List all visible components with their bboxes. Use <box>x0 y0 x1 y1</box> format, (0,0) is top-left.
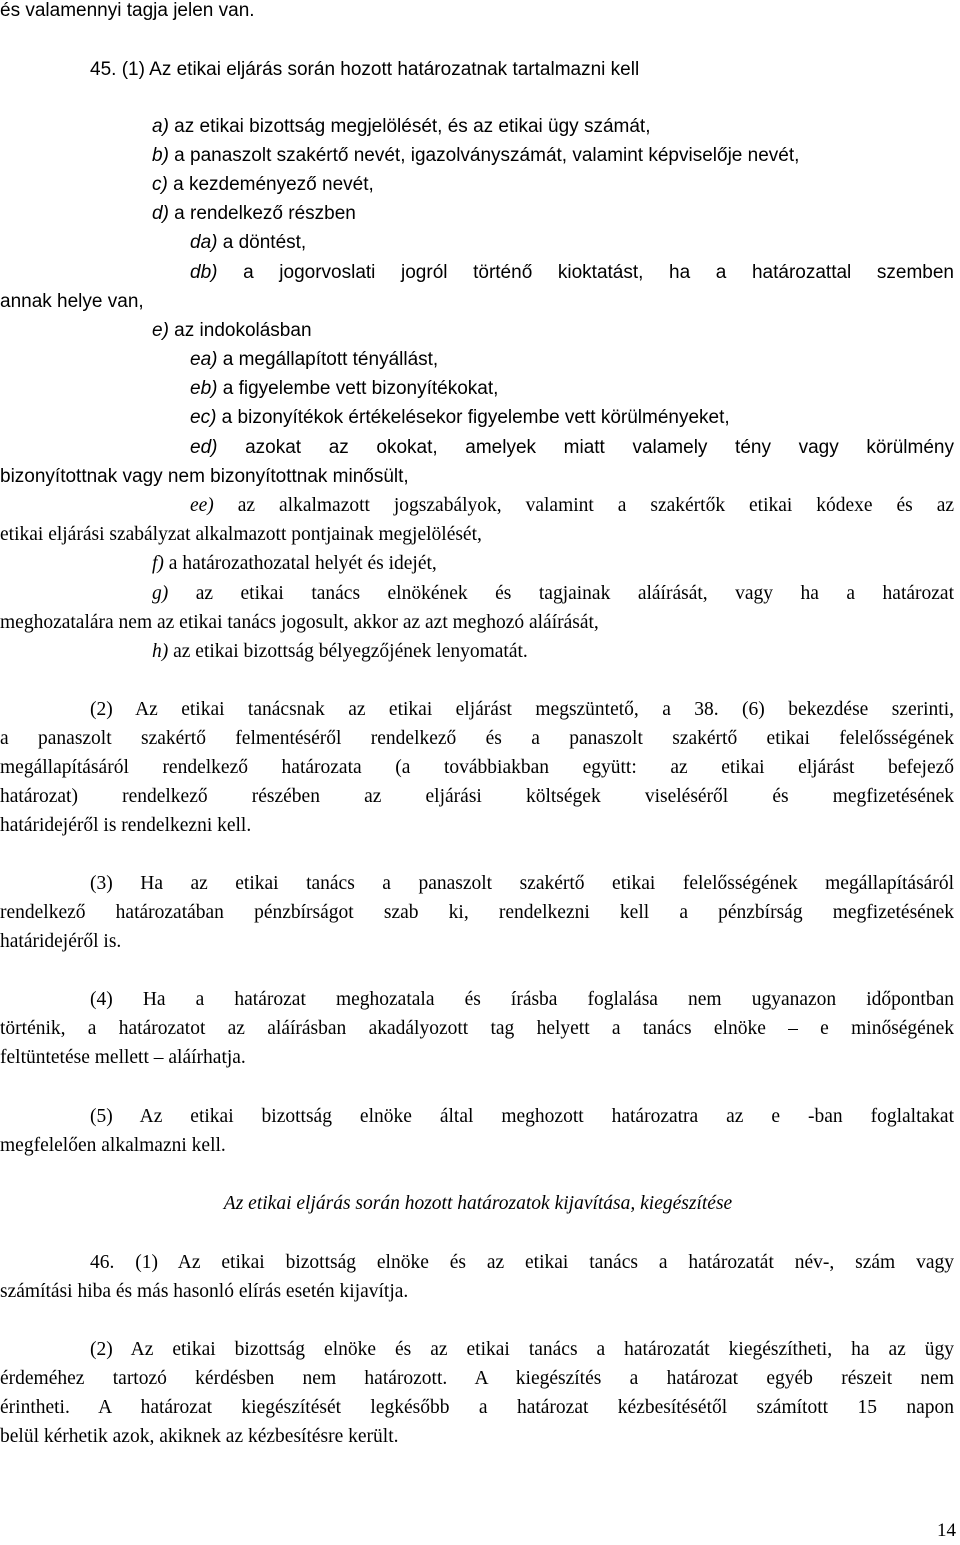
text: a bizonyítékok értékelésekor figyelembe vett körülményeket, <box>216 407 730 428</box>
marker: ea) <box>190 349 218 370</box>
text-line: meghozatalára nem az etikai tanács jogosult, akkor az azt meghozó aláírását, <box>0 612 599 633</box>
marker: a) <box>152 116 169 137</box>
list-item-db <box>190 258 954 287</box>
marker: h) <box>152 641 169 662</box>
section-46-2-line: érdeméhez tartozó kérdésben nem határozott. A kiegészítés a határozat egyéb részeit nem <box>0 1368 954 1389</box>
marker: f) <box>152 553 164 574</box>
marker: e) <box>152 320 169 341</box>
paragraph-4-line: feltüntetése mellett – aláírhatja. <box>0 1047 246 1068</box>
paragraph-3-line: (3) Ha az etikai tanács a panaszolt szakértő etikai felelősségének megállapításáról <box>90 873 954 894</box>
paragraph-2-line: határidejéről is rendelkezni kell. <box>0 815 252 836</box>
marker: db) <box>190 262 218 283</box>
section-46-2-line: érintheti. A határozat kiegészítését legkésőbb a határozat kézbesítésétől számított 15 napon <box>0 1397 954 1418</box>
text: az indokolásban <box>168 320 312 341</box>
page-number: 14 <box>937 1520 956 1541</box>
list-item-c <box>152 170 374 199</box>
text: azokat az okokat, amelyek miatt valamely tény vagy körülmény <box>217 437 954 458</box>
paragraph-2-line: a panaszolt szakértő felmentéséről rendelkező és a panaszolt szakértő etikai felelősségének <box>0 728 954 749</box>
paragraph-3-line: határidejéről is. <box>0 931 122 952</box>
text-line: annak helye van, <box>0 291 144 312</box>
text: a határozathozatal helyét és idejét, <box>163 553 437 574</box>
text: az etikai bizottság megjelölését, és az etikai ügy számát, <box>168 116 651 137</box>
list-item-f <box>152 549 437 578</box>
paragraph-2-line: megállapításáról rendelkező határozata (a továbbiakban együtt: az etikai eljárást befejező <box>0 757 954 778</box>
list-item-ed <box>190 433 954 462</box>
marker: eb) <box>190 378 218 399</box>
text: a jogorvoslati jogról történő kioktatást, ha a határozattal szemben <box>217 262 954 283</box>
text: a megállapított tényállást, <box>217 349 439 370</box>
list-item-ec <box>190 403 730 432</box>
paragraph-4-line: (4) Ha a határozat meghozatala és írásba foglalása nem ugyanazon időpontban <box>90 989 954 1010</box>
marker: ed) <box>190 437 218 458</box>
section-46-line: számítási hiba és más hasonló elírás esetén kijavítja. <box>0 1281 409 1302</box>
marker: ee) <box>190 495 214 516</box>
text: a rendelkező részben <box>168 203 356 224</box>
marker: da) <box>190 232 218 253</box>
section-46-2-line: belül kérhetik azok, akiknek az kézbesítésre került. <box>0 1426 399 1447</box>
text-line: és valamennyi tagja jelen van. <box>0 0 255 21</box>
list-item-e <box>152 316 312 345</box>
list-item-ee <box>190 491 954 520</box>
list-item-b <box>152 141 799 170</box>
list-item-h <box>152 637 528 666</box>
paragraph-5-line: megfelelően alkalmazni kell. <box>0 1135 226 1156</box>
text: az etikai tanács elnökének és tagjainak aláírását, vagy ha a határozat <box>168 583 954 604</box>
marker: b) <box>152 145 169 166</box>
text-line: bizonyítottnak vagy nem bizonyítottnak minősült, <box>0 466 409 487</box>
marker: c) <box>152 174 168 195</box>
marker: d) <box>152 203 169 224</box>
text: a döntést, <box>217 232 307 253</box>
text: a figyelembe vett bizonyítékokat, <box>217 378 499 399</box>
text-line: etikai eljárási szabályzat alkalmazott pontjainak megjelölését, <box>0 524 482 545</box>
list-item-eb <box>190 374 498 403</box>
paragraph-5-line: (5) Az etikai bizottság elnöke által meghozott határozatra az e -ban foglaltakat <box>90 1106 954 1127</box>
list-item-g <box>152 579 954 608</box>
section-heading: Az etikai eljárás során hozott határozatok kijavítása, kiegészítése <box>223 1193 733 1214</box>
paragraph-2-line: határozat) rendelkező részében az eljárási költségek viseléséről és megfizetésének <box>0 786 954 807</box>
paragraph-2-line: (2) Az etikai tanácsnak az etikai eljárást megszüntető, a 38. (6) bekezdése szerinti, <box>90 699 954 720</box>
marker: ec) <box>190 407 217 428</box>
list-item-a <box>152 112 650 141</box>
section-46-2-line: (2) Az etikai bizottság elnöke és az etikai tanács a határozatát kiegészítheti, ha az ügy <box>90 1339 954 1360</box>
text: az etikai bizottság bélyegzőjének lenyomatát. <box>168 641 528 662</box>
list-item-ea <box>190 345 438 374</box>
text: az alkalmazott jogszabályok, valamint a szakértők etikai kódexe és az <box>213 495 954 516</box>
section-46-line: 46. (1) Az etikai bizottság elnöke és az etikai tanács a határozatát név-, szám vagy <box>90 1252 954 1273</box>
text: a kezdeményező nevét, <box>167 174 374 195</box>
text: a panaszolt szakértő nevét, igazolványszámát, valamint képviselője nevét, <box>168 145 800 166</box>
paragraph-4-line: történik, a határozatot az aláírásban akadályozott tag helyett a tanács elnöke – e minőségének <box>0 1018 954 1039</box>
list-item-d <box>152 199 356 228</box>
list-item-da <box>190 228 306 257</box>
paragraph-3-line: rendelkező határozatában pénzbírságot szab ki, rendelkezni kell a pénzbírság megfizetésének <box>0 902 954 923</box>
section-45-intro: 45. (1) Az etikai eljárás során hozott határozatnak tartalmazni kell <box>90 59 640 80</box>
marker: g) <box>152 583 169 604</box>
